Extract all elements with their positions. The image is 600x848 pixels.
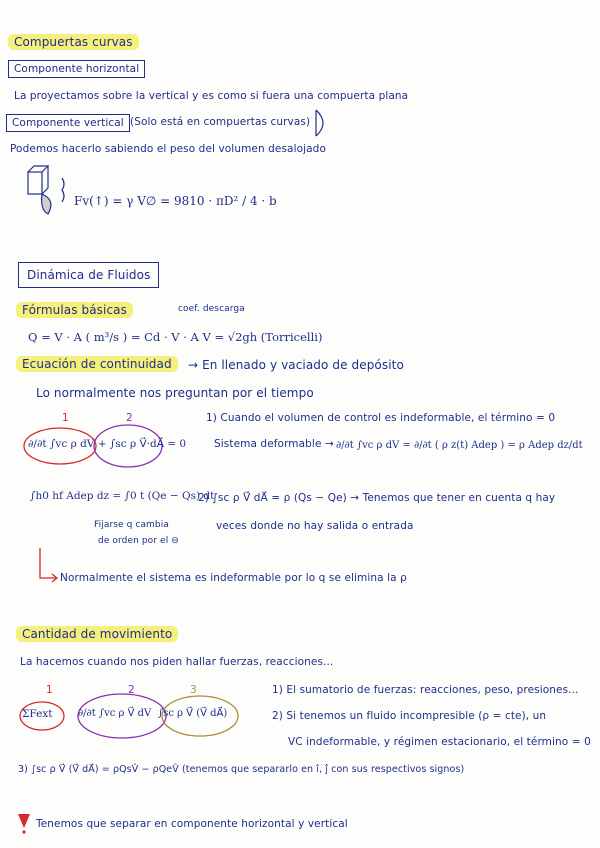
- cm-number-2: 2: [128, 684, 135, 696]
- fijarse-note: Fijarse q cambia: [94, 520, 169, 530]
- cm-number-1: 1: [46, 684, 53, 696]
- text-horizontal: La proyectamos sobre la vertical y es como si fuera una compuerta plana: [14, 90, 409, 102]
- warning-text: Tenemos que separar en componente horizontal y vertical: [36, 818, 348, 830]
- fijarse-note-2: de orden por el ⊖: [98, 536, 179, 546]
- cm-mid-term: ∂/∂t ∫vc ρ V⃗ dV: [78, 708, 152, 719]
- cm-right-term: ∫sc ρ V⃗ (V⃗ dA⃗): [158, 708, 228, 719]
- continuidad-eq: ∂/∂t ∫vc ρ dV + ∫sc ρ V⃗·dA⃗ = 0: [28, 438, 187, 450]
- subtitle-continuidad: Ecuación de continuidad: [16, 356, 178, 372]
- term-number-2: 2: [126, 412, 133, 424]
- sistema-eq: ∂/∂t ∫vc ρ dV = ∂/∂t ( ρ z(t) Adep ) = ρ Adep dz/dt: [336, 440, 583, 451]
- gate-sketch-icon: [312, 108, 332, 138]
- section-title-compuertas: Compuertas curvas: [8, 34, 139, 50]
- cantidad-intro: La hacemos cuando nos piden hallar fuerzas, reacciones...: [20, 656, 334, 668]
- note-vertical: (Solo está en compuertas curvas): [130, 116, 311, 128]
- cm-note-2: 2) Si tenemos un fluido incompresible (ρ = cte), un: [272, 710, 547, 722]
- note-continuidad-1: 1) Cuando el volumen de control es indeformable, el término = 0: [206, 412, 556, 424]
- cm-number-3: 3: [190, 684, 197, 696]
- integral-eq: ∫h0 hf Adep dz = ∫0 t (Qe − Qs) dt: [30, 490, 215, 502]
- curved-gate-sketch-icon: [22, 164, 70, 220]
- note-continuidad-2b: veces donde no hay salida o entrada: [216, 520, 414, 532]
- note-continuidad-2: 2) ∫sc ρ V⃗ dA⃗ = ρ (Qs − Qe) → Tenemos que tener en cuenta q hay: [198, 492, 556, 504]
- cm-note-2b: VC indeformable, y régimen estacionario, el término = 0: [288, 736, 591, 748]
- subtitle-formulas: Fórmulas básicas: [16, 302, 133, 318]
- sistema-label: Sistema deformable →: [214, 438, 334, 450]
- continuidad-arrow-text: → En llenado y vaciado de depósito: [188, 358, 404, 372]
- label-componente-vertical: Componente vertical: [6, 114, 130, 132]
- section-title-cantidad: Cantidad de movimiento: [16, 626, 178, 642]
- text-vertical: Podemos hacerlo sabiendo el peso del volumen desalojado: [10, 143, 326, 155]
- continuidad-text: Lo normalmente nos preguntan por el tiempo: [36, 386, 314, 400]
- cm-note-3: 3) ∫sc ρ V⃗ (V⃗ dA⃗) = ρQsV̂ − ρQeV̂ (tenemos que separarlo en î, ĵ con sus respectivos signos): [18, 764, 465, 775]
- fv-formula: Fv(↑) = γ V∅ = 9810 · πD² / 4 · b: [74, 194, 277, 208]
- warning-icon: [16, 812, 32, 834]
- q-formula: Q = V · A ( m³/s ) = Cd · V · A V = √2gh (Torricelli): [28, 330, 323, 344]
- red-arrow-icon: [36, 548, 60, 584]
- label-componente-horizontal: Componente horizontal: [8, 60, 145, 78]
- term-number-1: 1: [62, 412, 69, 424]
- section-title-dinamica: Dinámica de Fluidos: [18, 262, 159, 288]
- normalmente-text: Normalmente el sistema es indeformable por lo q se elimina la ρ: [60, 572, 407, 584]
- coef-label: coef. descarga: [178, 304, 245, 314]
- sumF-term: ΣFext: [22, 708, 53, 720]
- cm-note-1: 1) El sumatorio de fuerzas: reacciones, peso, presiones...: [272, 684, 579, 696]
